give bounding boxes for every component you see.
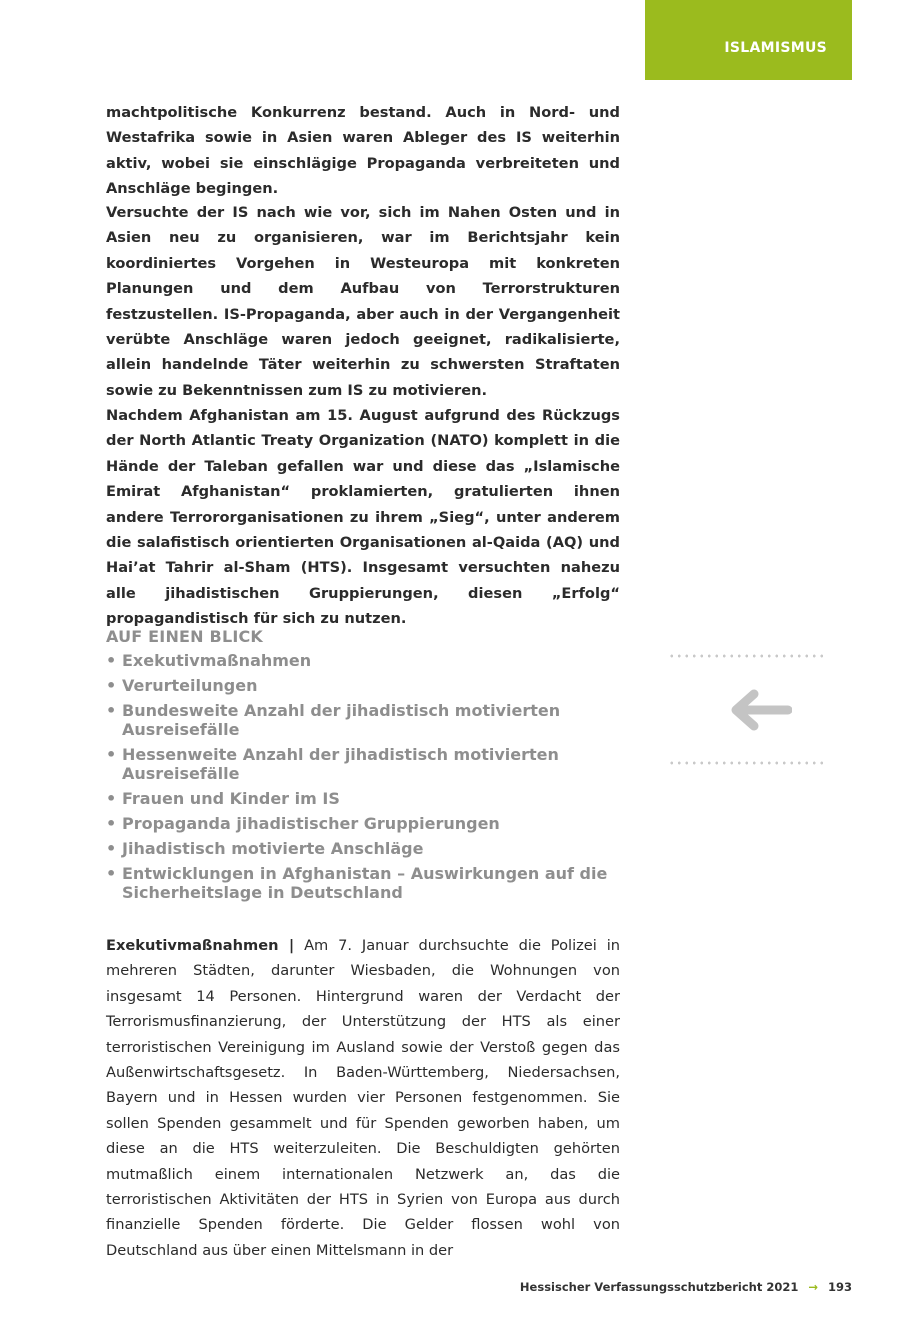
list-item[interactable]: [106, 814, 620, 833]
intro-paragraph-2: Versuchte der IS nach wie vor, sich im Nahen Osten und in Asien neu zu organisieren, war im Berichtsjahr kein koordiniertes Vorgehen in Westeuropa mit konkreten Planungen und dem Aufbau von Terrorstrukturen festzustellen. IS-Propaganda, aber auch in der Vergangenheit verübte Anschläge waren jedoch geeignet, radikalisierte, allein handelnde Täter weiterhin zu schwersten Straftaten sowie zu Bekenntnissen zum IS zu motivieren.: [106, 204, 620, 399]
at-a-glance-list: [106, 651, 620, 902]
executive-paragraph: [106, 933, 620, 1263]
list-item-label: Verurteilungen: [122, 676, 258, 695]
list-item-label: Bundesweite Anzahl der jihadistisch motivierten Ausreisefälle: [122, 701, 561, 739]
executive-measures-section: [106, 933, 620, 1263]
page-footer: [520, 1280, 852, 1294]
executive-text: Am 7. Januar durchsuchte die Polizei in mehreren Städten, darunter Wiesbaden, die Wohnungen von insgesamt 14 Personen. Hintergrund waren der Verdacht der Terrorismusfinanzierung, der Unterstützung der HTS als einer terroristischen Vereinigung im Ausland sowie der Verstoß gegen das Außenwirtschaftsgesetz. In Baden-Württemberg, Niedersachsen, Bayern und in Hessen wurden vier Personen festgenommen. Sie sollen Spenden gesammelt und für Spenden geworben haben, um diese an die HTS weiterzuleiten. Die Beschuldigten gehörten mutmaßlich einem internationalen Netzwerk an, das die terroristischen Aktivitäten der HTS in Syrien von Europa aus durch finanzielle Spenden förderte. Die Gelder flossen wohl von Deutschland aus über einen Mittelsmann in der: [106, 937, 620, 1259]
list-item-label: Jihadistisch motivierte Anschläge: [122, 839, 424, 858]
bullet-icon: •: [106, 839, 117, 858]
list-item-label: Entwicklungen in Afghanistan – Auswirkungen auf die Sicherheitslage in Deutschland: [122, 864, 608, 902]
list-item[interactable]: [106, 651, 620, 670]
list-item[interactable]: [106, 745, 620, 783]
page-number: 193: [827, 1280, 852, 1294]
bullet-icon: •: [106, 814, 117, 833]
bullet-icon: •: [106, 651, 117, 670]
list-item-label: Exekutivmaßnahmen: [122, 651, 312, 670]
at-a-glance-title: AUF EINEN BLICK: [106, 627, 264, 646]
section-tab-label: ISLAMISMUS: [724, 40, 827, 56]
intro-paragraph-3: Nachdem Afghanistan am 15. August aufgrund des Rückzugs der North Atlantic Treaty Organization (NATO) komplett in die Hände der Taleban gefallen war und diese das „Islamische Emirat Afghanistan“ proklamierten, gratulierten ihnen andere Terrororganisationen zu ihrem „Sieg“, unter anderem die salafistisch orientierten Organisationen al-Qaida (AQ) und Hai’at Tahrir al-Sham (HTS). Insgesamt versuchten nahezu alle jihadistischen Gruppierungen, diesen „Erfolg“ propagandistisch für sich zu nutzen.: [106, 407, 620, 628]
list-item-label: Propaganda jihadistischer Gruppierungen: [122, 814, 500, 833]
list-item[interactable]: [106, 864, 620, 902]
intro-paragraph-1: machtpolitische Konkurrenz bestand. Auch in Nord- und Westafrika sowie in Asien waren Ableger des IS weiterhin aktiv, wobei sie einschlägige Propaganda verbreiteten und Anschläge begingen.: [106, 104, 620, 198]
executive-lead: Exekutivmaßnahmen |: [106, 937, 295, 954]
bullet-icon: •: [106, 676, 117, 695]
list-item[interactable]: [106, 789, 620, 808]
arrow-left-icon[interactable]: [726, 688, 792, 732]
publication-title: Hessischer Verfassungsschutzbericht 2021: [519, 1280, 799, 1294]
list-item[interactable]: [106, 701, 620, 739]
dotted-divider-bottom: [668, 761, 824, 765]
bullet-icon: •: [106, 864, 117, 883]
bullet-icon: •: [106, 701, 117, 720]
section-tab: [645, 0, 852, 80]
list-item[interactable]: [106, 676, 620, 695]
at-a-glance-box: [106, 625, 620, 908]
bullet-icon: •: [106, 789, 117, 808]
dotted-divider-top: [668, 654, 824, 658]
list-item-label: Frauen und Kinder im IS: [122, 789, 340, 808]
bullet-icon: •: [106, 745, 117, 764]
list-item[interactable]: [106, 839, 620, 858]
list-item-label: Hessenweite Anzahl der jihadistisch motivierten Ausreisefälle: [122, 745, 559, 783]
next-page-arrow-icon: →: [808, 1280, 818, 1294]
